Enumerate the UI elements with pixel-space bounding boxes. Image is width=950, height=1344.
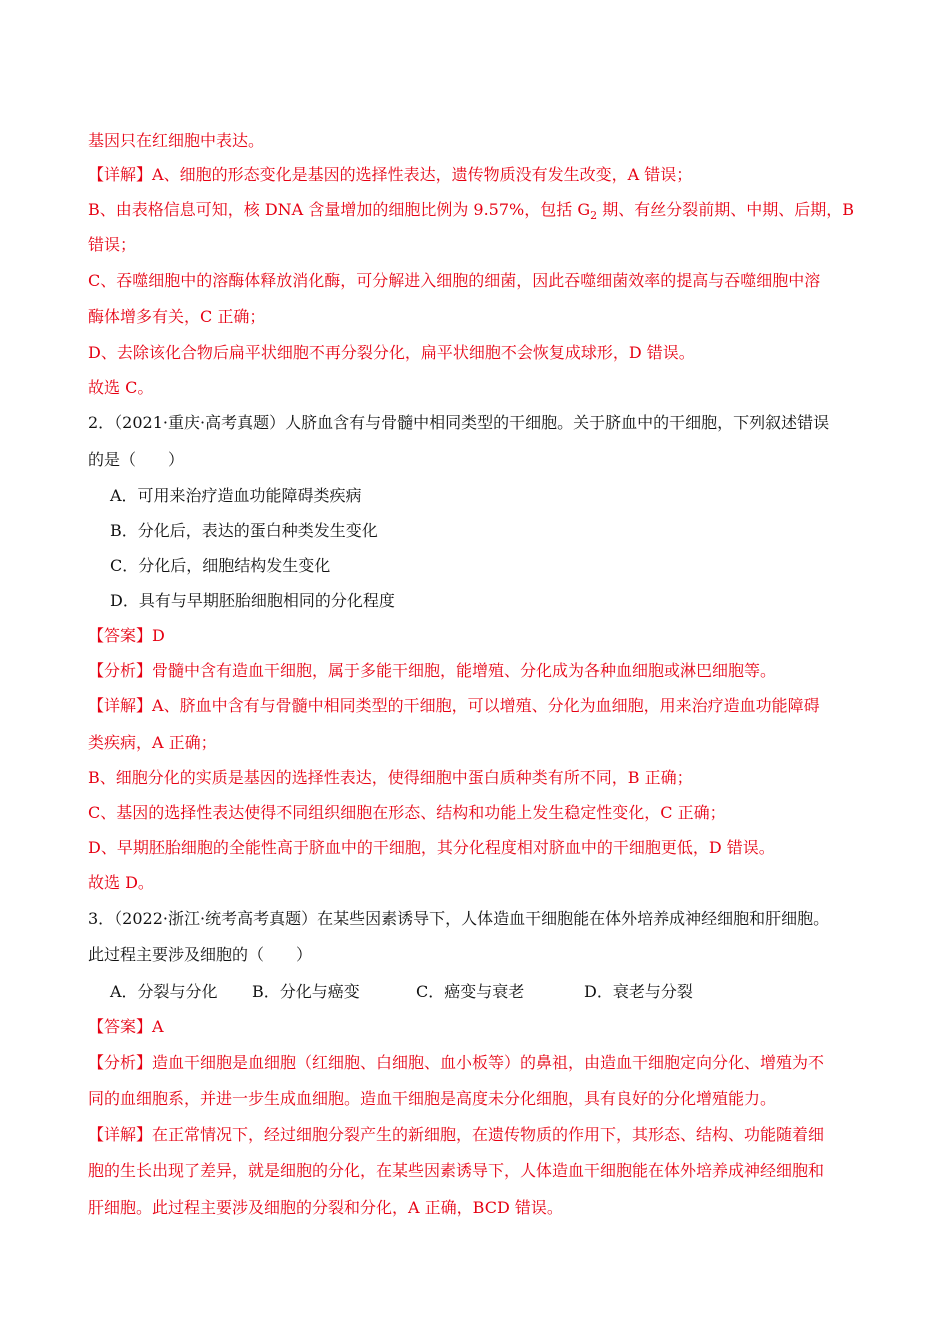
q1-detail-a: 【详解】A、细胞的形态变化是基因的选择性表达，遗传物质没有发生改变，A 错误； (88, 165, 693, 184)
q2-answer: 【答案】D (88, 626, 165, 645)
q1-detail-d: D、去除该化合物后扁平状细胞不再分裂分化，扁平状细胞不会恢复成球形，D 错误。 (88, 343, 695, 362)
q3-detail-cont-2: 肝细胞。此过程主要涉及细胞的分裂和分化，A 正确，BCD 错误。 (88, 1198, 563, 1217)
q3-stem-cont: 此过程主要涉及细胞的（ ） (88, 945, 313, 964)
answer-label: 【答案】 (88, 626, 153, 645)
q1-detail-b: B、由表格信息可知，核 DNA 含量增加的细胞比例为 9.57%，包括 $G_2$ 期、有丝分裂前期、中期、后期，B (88, 200, 854, 223)
q2-detail-b: B、细胞分化的实质是基因的选择性表达，使得细胞中蛋白质种类有所不同，B 正确； (88, 768, 693, 787)
analysis-label: 【分析】 (88, 1053, 153, 1072)
q2-conclusion: 故选 D。 (88, 873, 154, 892)
q2-option-d: D．具有与早期胚胎细胞相同的分化程度 (110, 591, 395, 610)
q3-analysis: 【分析】造血干细胞是血细胞（红细胞、白细胞、血小板等）的鼻祖，由造血干细胞定向分化、增殖为不 (88, 1053, 825, 1072)
q1-detail-b-cont: 错误； (88, 235, 137, 254)
q3-option-d: D．衰老与分裂 (584, 982, 693, 1001)
q1-detail-c: C、吞噬细胞中的溶酶体释放消化酶，可分解进入细胞的细菌，因此吞噬细菌效率的提高与吞噬细胞中溶 (88, 271, 821, 290)
q3-option-c: C．癌变与衰老 (416, 982, 525, 1001)
q1-conclusion: 故选 C。 (88, 378, 154, 397)
q2-detail-d: D、早期胚胎细胞的全能性高于脐血中的干细胞，其分化程度相对脐血中的干细胞更低，D 错误。 (88, 838, 775, 857)
q2-stem: 2．（2021·重庆·高考真题）人脐血含有与骨髓中相同类型的干细胞。关于脐血中的干细胞，下列叙述错误 (88, 413, 830, 432)
detail-label: 【详解】 (88, 165, 153, 184)
answer-label: 【答案】 (88, 1017, 153, 1036)
q2-detail-a-cont: 类疾病，A 正确； (88, 733, 217, 752)
q2-option-a: A．可用来治疗造血功能障碍类疾病 (110, 486, 362, 505)
detail-label: 【详解】 (88, 696, 153, 715)
q2-analysis: 【分析】骨髓中含有造血干细胞，属于多能干细胞，能增殖、分化成为各种血细胞或淋巴细胞等。 (88, 661, 777, 680)
q2-detail-c: C、基因的选择性表达使得不同组织细胞在形态、结构和功能上发生稳定性变化，C 正确； (88, 803, 726, 822)
detail-label: 【详解】 (88, 1125, 153, 1144)
analysis-label: 【分析】 (88, 661, 153, 680)
q3-detail-cont-1: 胞的生长出现了差异，就是细胞的分化，在某些因素诱导下，人体造血干细胞能在体外培养成神经细胞和 (88, 1161, 825, 1180)
q2-option-b: B．分化后，表达的蛋白种类发生变化 (110, 521, 378, 540)
q2-option-c: C．分化后，细胞结构发生变化 (110, 556, 331, 575)
q3-option-a: A．分裂与分化 (110, 982, 218, 1001)
q3-detail: 【详解】在正常情况下，经过细胞分裂产生的新细胞，在遗传物质的作用下，其形态、结构、功能随着细 (88, 1125, 825, 1144)
q3-option-b: B．分化与癌变 (252, 982, 360, 1001)
q3-answer: 【答案】A (88, 1017, 164, 1036)
q2-stem-cont: 的是（ ） (88, 450, 185, 469)
q1-intro-tail: 基因只在红细胞中表达。 (88, 131, 265, 150)
q2-detail-a: 【详解】A、脐血中含有与骨髓中相同类型的干细胞，可以增殖、分化为血细胞，用来治疗造血功能障碍 (88, 696, 820, 715)
q3-analysis-cont: 同的血细胞系，并进一步生成血细胞。造血干细胞是高度未分化细胞，具有良好的分化增殖能力。 (88, 1089, 777, 1108)
q1-detail-c-cont: 酶体增多有关，C 正确； (88, 307, 266, 326)
q3-stem: 3．（2022·浙江·统考高考真题）在某些因素诱导下，人体造血干细胞能在体外培养成神经细胞和肝细胞。 (88, 909, 830, 928)
